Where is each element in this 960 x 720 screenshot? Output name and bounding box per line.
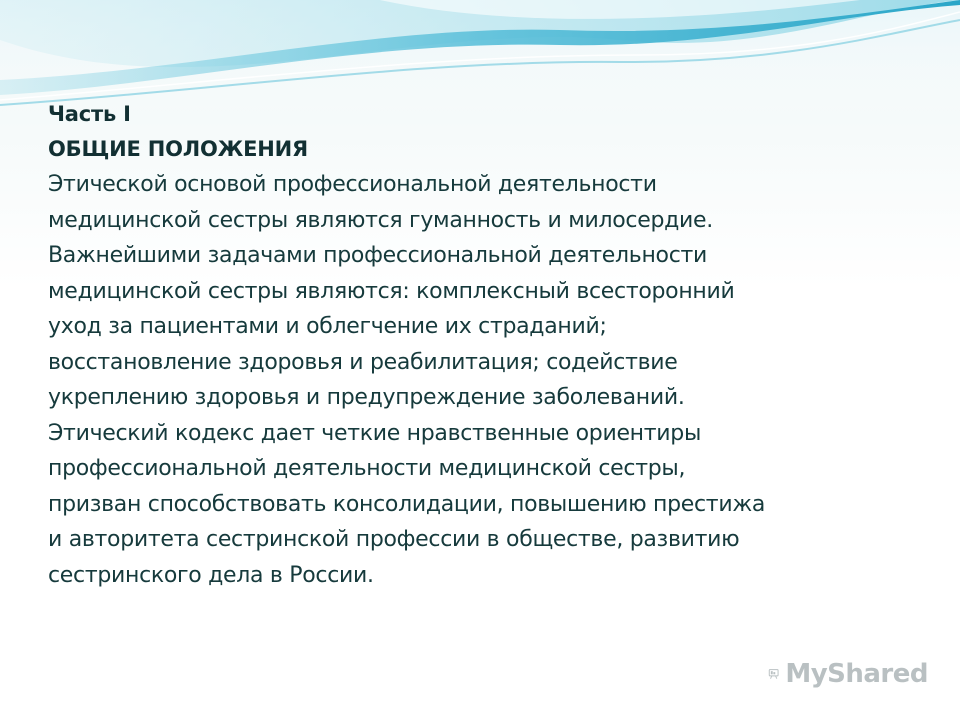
part-title: Часть I [48,102,131,126]
presentation-board-icon [768,656,779,692]
text-content [48,97,928,593]
text-line: укреплению здоровья и предупреждение заболеваний. [48,385,685,410]
text-line: восстановление здоровья и реабилитация; содействие [48,349,678,375]
text-line: Этической основой профессиональной деятельности [48,172,657,197]
text-line: медицинской сестры являются: комплексный всесторонний [48,278,735,304]
text-line: Важнейшими задачами профессиональной деятельности [48,243,708,268]
body-paragraph [48,167,928,593]
text-line: Этический кодекс дает четкие нравственные ориентиры [48,420,702,446]
text-line: медицинской сестры являются гуманность и милосердие. [48,207,713,233]
text-line: призван способствовать консолидации, повышению престижа [48,491,766,517]
text-line: профессиональной деятельности медицинской сестры, [48,456,686,481]
myshared-watermark [768,652,928,696]
section-title: ОБЩИЕ ПОЛОЖЕНИЯ [48,137,309,161]
text-line: сестринского дела в России. [48,562,374,588]
watermark-text: MyShared [785,659,928,689]
text-line: уход за пациентами и облегчение их страданий; [48,314,607,339]
text-line: и авторитета сестринской профессии в обществе, развитию [48,527,740,552]
